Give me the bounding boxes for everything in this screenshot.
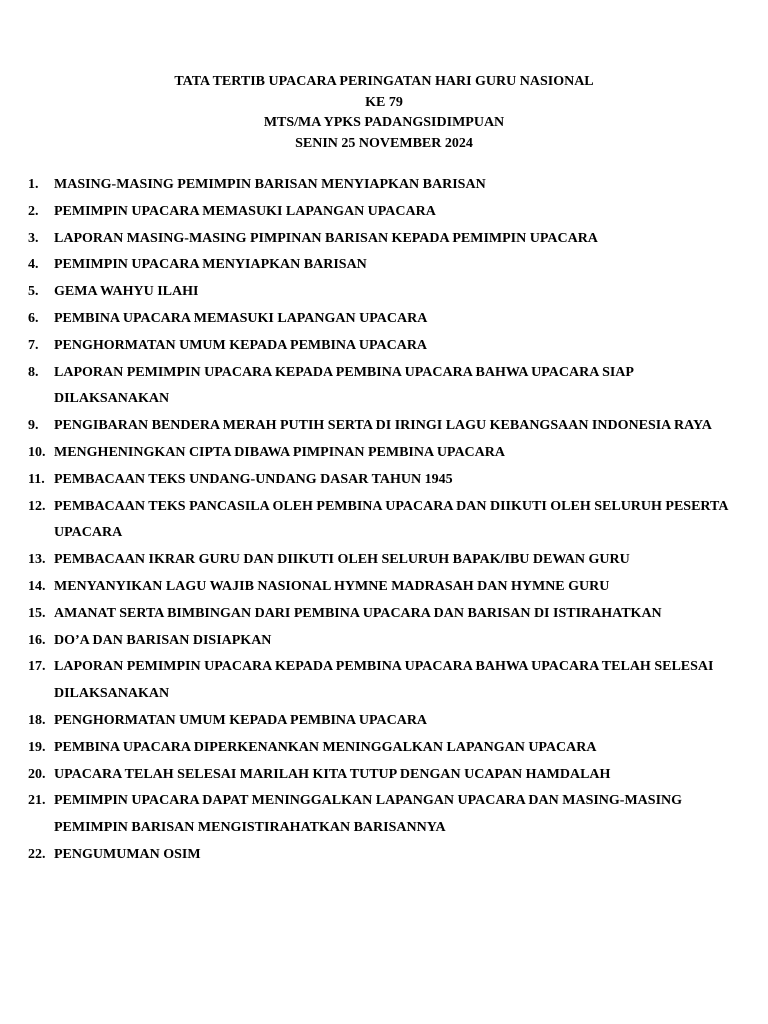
agenda-item-text: GEMA WAHYU ILAHI	[54, 284, 199, 300]
agenda-item-text: MENYANYIKAN LAGU WAJIB NASIONAL HYMNE MADRASAH DAN HYMNE GURU	[54, 578, 610, 594]
agenda-item	[28, 199, 728, 226]
agenda-item-text: PEMIMPIN UPACARA MENYIAPKAN BARISAN	[54, 257, 367, 273]
agenda-item-text: PENGHORMATAN UMUM KEPADA PEMBINA UPACARA	[54, 712, 428, 728]
agenda-item-number: 10.	[28, 444, 46, 460]
header-school: MTS/MA YPKS PADANGSIDIMPUAN	[263, 115, 505, 130]
agenda-item-number: 22.	[28, 846, 46, 862]
agenda-item-text: PEMBACAAN TEKS UNDANG-UNDANG DASAR TAHUN 1945	[54, 471, 453, 487]
agenda-item	[28, 762, 728, 789]
agenda-item	[28, 360, 728, 414]
agenda-item-text: PEMIMPIN UPACARA DAPAT MENINGGALKAN LAPANGAN UPACARA DAN MASING-MASING PEMIMPIN BARISAN MENGISTIRAHATKAN BARISANNYA	[54, 793, 683, 836]
agenda-item-number: 4.	[28, 257, 39, 273]
agenda-item-number: 3.	[28, 230, 39, 246]
agenda-item	[28, 413, 728, 440]
agenda-item-number: 1.	[28, 177, 39, 192]
agenda-item-text: PEMIMPIN UPACARA MEMASUKI LAPANGAN UPACARA	[54, 203, 436, 219]
agenda-item-text: PEMBINA UPACARA DIPERKENANKAN MENINGGALKAN LAPANGAN UPACARA	[54, 739, 597, 755]
header-date: SENIN 25 NOVEMBER 2024	[295, 135, 473, 151]
agenda-item-text: LAPORAN MASING-MASING PIMPINAN BARISAN KEPADA PEMIMPIN UPACARA	[54, 230, 598, 246]
agenda-item-text: PENGIBARAN BENDERA MERAH PUTIH SERTA DI IRINGI LAGU KEBANGSAAN INDONESIA RAYA	[54, 418, 712, 434]
agenda-item-text: UPACARA TELAH SELESAI MARILAH KITA TUTUP DENGAN UCAPAN HAMDALAH	[54, 766, 611, 782]
agenda-item-number: 9.	[28, 418, 39, 434]
agenda-item	[28, 279, 728, 306]
agenda-item-text: PEMBINA UPACARA MEMASUKI LAPANGAN UPACARA	[54, 310, 428, 326]
agenda-item-text: AMANAT SERTA BIMBINGAN DARI PEMBINA UPACARA DAN BARISAN DI ISTIRAHATKAN	[54, 605, 662, 621]
agenda-item-number: 13.	[28, 552, 46, 568]
agenda-item-number: 16.	[28, 632, 46, 648]
agenda-item	[28, 654, 728, 708]
agenda-item	[28, 601, 728, 628]
agenda-item-text: DO’A DAN BARISAN DISIAPKAN	[54, 632, 272, 648]
agenda-item	[28, 574, 728, 601]
agenda-item	[28, 628, 728, 655]
agenda-item	[28, 788, 728, 842]
agenda-item-text: PEMBACAAN IKRAR GURU DAN DIIKUTI OLEH SELURUH BAPAK/IBU DEWAN GURU	[54, 552, 630, 568]
agenda-item-number: 5.	[28, 284, 39, 300]
agenda-item-text: PEMBACAAN TEKS PANCASILA OLEH PEMBINA UPACARA DAN DIIKUTI OLEH SELURUH PESERTA UPACARA	[54, 498, 728, 541]
agenda-item-number: 12.	[28, 498, 46, 514]
agenda-item	[28, 547, 728, 574]
agenda-list	[28, 172, 728, 869]
agenda-item-number: 21.	[28, 793, 46, 809]
agenda-item	[28, 440, 728, 467]
document-header	[0, 72, 768, 154]
agenda-item	[28, 735, 728, 762]
agenda-item-number: 6.	[28, 310, 39, 326]
agenda-item	[28, 842, 728, 869]
agenda-item-number: 19.	[28, 739, 46, 755]
agenda-item	[28, 252, 728, 279]
agenda-item	[28, 226, 728, 253]
agenda-item-text: LAPORAN PEMIMPIN UPACARA KEPADA PEMBINA UPACARA BAHWA UPACARA TELAH SELESAI DILAKSANAKAN	[54, 659, 714, 702]
header-edition: KE 79	[365, 94, 403, 110]
header-title: TATA TERTIB UPACARA PERINGATAN HARI GURU NASIONAL	[174, 74, 594, 89]
agenda-item	[28, 172, 728, 199]
agenda-item-number: 17.	[28, 659, 46, 675]
agenda-item-number: 7.	[28, 337, 39, 353]
agenda-item-number: 2.	[28, 203, 39, 219]
agenda-item-number: 14.	[28, 578, 46, 594]
agenda-item-number: 18.	[28, 712, 46, 728]
agenda-item-number: 11.	[28, 471, 45, 487]
agenda-item-number: 8.	[28, 364, 39, 380]
agenda-item	[28, 333, 728, 360]
agenda-item	[28, 467, 728, 494]
agenda-item-text: PENGUMUMAN OSIM	[54, 846, 201, 862]
agenda-item-text: LAPORAN PEMIMPIN UPACARA KEPADA PEMBINA UPACARA BAHWA UPACARA SIAP DILAKSANAKAN	[54, 364, 634, 407]
agenda-item-text: PENGHORMATAN UMUM KEPADA PEMBINA UPACARA	[54, 337, 428, 353]
agenda-item-text: MENGHENINGKAN CIPTA DIBAWA PIMPINAN PEMBINA UPACARA	[54, 444, 505, 460]
agenda-item	[28, 306, 728, 333]
agenda-item	[28, 708, 728, 735]
agenda-item-number: 15.	[28, 605, 46, 621]
agenda-item-number: 20.	[28, 766, 46, 782]
agenda-item-text: MASING-MASING PEMIMPIN BARISAN MENYIAPKAN BARISAN	[54, 177, 486, 192]
agenda-item	[28, 494, 728, 548]
